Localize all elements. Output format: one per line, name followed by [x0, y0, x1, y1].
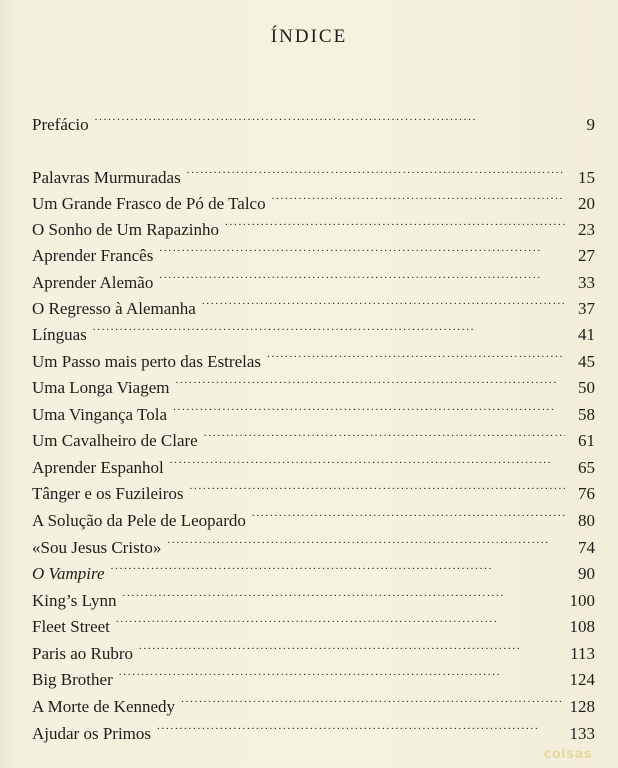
toc-entry: [32, 349, 595, 371]
toc-entry: [32, 481, 595, 503]
toc-entry-title: O Regresso à Alemanha: [32, 299, 196, 318]
dot-leader: [123, 588, 564, 606]
toc-entry-page: 133: [569, 724, 595, 743]
toc-entry: [32, 243, 595, 265]
toc-entry: [32, 455, 595, 477]
dot-leader: [159, 243, 565, 261]
toc-entry-title: Tânger e os Fuzileiros: [32, 484, 184, 503]
toc-entry-title: O Vampire: [32, 564, 105, 583]
dot-leader: [139, 641, 564, 659]
dot-leader: [170, 455, 565, 473]
toc-entry-page: 58: [578, 405, 595, 424]
toc-entry-title: Paris ao Rubro: [32, 644, 134, 663]
toc-entry: [32, 667, 595, 689]
dot-leader: [173, 402, 565, 420]
toc-entry-page: 9: [586, 115, 595, 134]
dot-leader: [267, 349, 565, 367]
toc-entry-page: 128: [569, 697, 595, 716]
toc-entry-title: Aprender Espanhol: [32, 458, 164, 477]
toc-entry-page: 76: [578, 484, 595, 503]
toc-entry-page: 108: [569, 617, 595, 636]
dot-leader: [175, 375, 565, 393]
toc-entry-page: 15: [578, 168, 595, 187]
toc-entry-page: 124: [569, 670, 595, 689]
toc-entry-page: 61: [578, 431, 595, 450]
toc-entry-page: 80: [578, 511, 595, 530]
dot-leader: [111, 561, 565, 579]
dot-leader: [252, 508, 565, 526]
dot-leader: [181, 694, 563, 712]
dot-leader: [202, 296, 565, 314]
toc-entry-title: Línguas: [32, 325, 87, 344]
dot-leader: [225, 217, 565, 235]
toc-entry: [32, 561, 595, 583]
toc-entry: [32, 641, 595, 663]
toc-entry-page: 113: [570, 644, 595, 663]
toc-entry-page: 23: [578, 220, 595, 239]
dot-leader: [167, 535, 565, 553]
dot-leader: [157, 721, 564, 739]
toc-entry-page: 90: [578, 564, 595, 583]
dot-leader: [93, 322, 565, 340]
toc-entry: [32, 296, 595, 318]
dot-leader: [187, 165, 565, 183]
toc-entry-page: 74: [578, 538, 595, 557]
dot-leader: [116, 614, 564, 632]
toc-entry-title: Aprender Francês: [32, 246, 154, 265]
toc-entry: [32, 614, 595, 636]
dot-leader: [95, 112, 565, 130]
toc-entry: [32, 402, 595, 424]
toc-entry: [32, 217, 595, 239]
dot-leader: [204, 428, 565, 446]
toc-entry: [32, 694, 595, 716]
toc-entry-title: Palavras Murmuradas: [32, 168, 181, 187]
toc-entry-title: A Solução da Pele de Leopardo: [32, 511, 246, 530]
toc-entry: [32, 721, 595, 743]
toc-entry: [32, 428, 595, 450]
dot-leader: [272, 191, 565, 209]
toc-entry-title: Prefácio: [32, 115, 89, 134]
toc-entry-title: Aprender Alemão: [32, 273, 154, 292]
toc-entry-title: Um Passo mais perto das Estrelas: [32, 352, 261, 371]
toc-entry-title: O Sonho de Um Rapazinho: [32, 220, 219, 239]
toc-entry-page: 27: [578, 246, 595, 265]
toc-entry-title: Um Cavalheiro de Clare: [32, 431, 198, 450]
toc-entry-title: Ajudar os Primos: [32, 724, 151, 743]
toc-entry-title: A Morte de Kennedy: [32, 697, 176, 716]
toc-entry: [32, 270, 595, 292]
toc-entry: [32, 322, 595, 344]
toc-entry-title: Big Brother: [32, 670, 113, 689]
toc-entry-title: «Sou Jesus Cristo»: [32, 538, 162, 557]
toc-entry-page: 100: [569, 591, 595, 610]
toc-entry-title: Uma Longa Viagem: [32, 378, 170, 397]
toc-entry-page: 41: [578, 325, 595, 344]
toc-entry-page: 65: [578, 458, 595, 477]
page-title: ÍNDICE: [270, 26, 348, 47]
toc-entry-page: 33: [578, 273, 595, 292]
toc-entry-page: 37: [578, 299, 595, 318]
toc-entry: [32, 535, 595, 557]
watermark-logo: coisas: [543, 747, 592, 762]
toc-entry: [32, 165, 595, 187]
dot-leader: [159, 270, 565, 288]
toc-entry-title: King’s Lynn: [32, 591, 117, 610]
toc-entry-title: Uma Vingança Tola: [32, 405, 168, 424]
dot-leader: [119, 667, 564, 685]
toc-entry-page: 50: [578, 378, 595, 397]
toc-entry: [32, 508, 595, 530]
toc-entry: [32, 191, 595, 213]
toc-entry-page: 45: [578, 352, 595, 371]
toc-entry: [32, 588, 595, 610]
toc-entry: [32, 375, 595, 397]
toc-entry-page: 20: [578, 194, 595, 213]
toc-entry-title: Um Grande Frasco de Pó de Talco: [32, 194, 266, 213]
toc-entry: [32, 112, 595, 134]
dot-leader: [190, 481, 565, 499]
toc-entry-title: Fleet Street: [32, 617, 110, 636]
